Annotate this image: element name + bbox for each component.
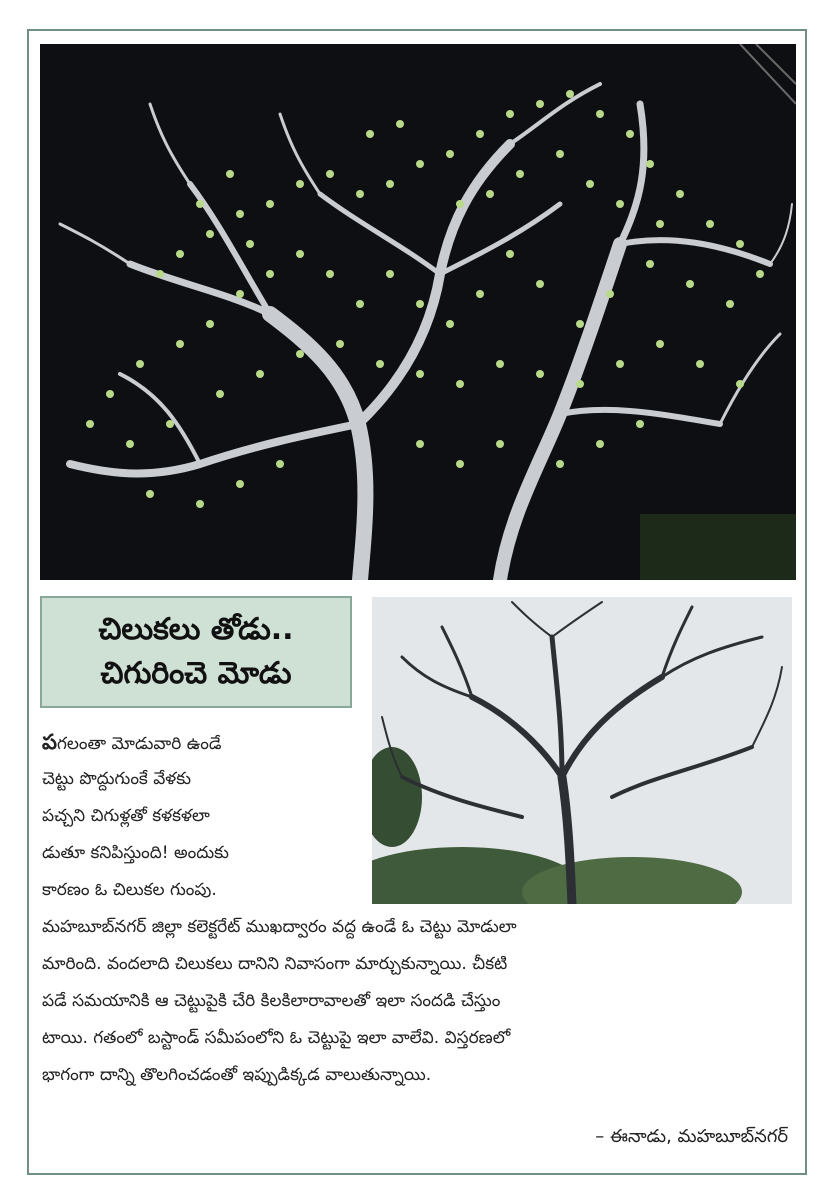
headline-box — [40, 596, 352, 708]
body-line: పచ్చని చిగుళ్లతో కళకళలా — [42, 806, 210, 826]
body-line: పడే సమయానికి ఆ చెట్టుపైకి చేరి కిలకిలారావాలతో ఇలా సందడి చేస్తుం — [42, 991, 501, 1011]
drop-cap: ప — [42, 730, 57, 754]
body-line: డుతూ కనిపిస్తుంది! అందుకు — [42, 843, 229, 863]
body-line: చెట్టు పొద్దుగుంకే వేళకు — [42, 769, 192, 789]
body-line: మారింది. వందలాది చిలుకలు దానిని నివాసంగా మార్చుకున్నాయి. చీకటి — [42, 954, 508, 974]
body-line — [42, 724, 364, 761]
body-line: కారణం ఓ చిలుకల గుంపు. — [42, 880, 217, 900]
headline-line-1: చిలుకలు తోడు.. — [98, 612, 294, 647]
article-body-full — [42, 909, 794, 1094]
body-line: భాగంగా దాన్ని తొలగించడంతో ఇప్పుడిక్కడ వాలుతున్నాయి. — [42, 1065, 432, 1085]
parrots-on-tree-icon — [40, 44, 796, 580]
body-line: టాయి. గతంలో బస్టాండ్ సమీపంలోని ఓ చెట్టుపై ఇలా వాలేవి. విస్తరణలో — [42, 1028, 511, 1048]
bare-tree-icon — [372, 597, 792, 904]
bare-tree-photo — [372, 597, 792, 904]
headline-line-2: చిగురించె మోడు — [100, 656, 292, 691]
article-body-narrow — [42, 724, 364, 909]
parrots-tree-photo — [40, 44, 796, 580]
body-line: మహబూబ్‌నగర్ జిల్లా కలెక్టరేట్ ముఖద్వారం వద్ద ఉండే ఓ చెట్టు మోడులా — [42, 917, 517, 937]
article-credit: – ఈనాడు, మహబూబ్‌నగర్ — [595, 1126, 788, 1147]
body-line-text: గలంతా మోడువారి ఉండే — [56, 734, 222, 754]
